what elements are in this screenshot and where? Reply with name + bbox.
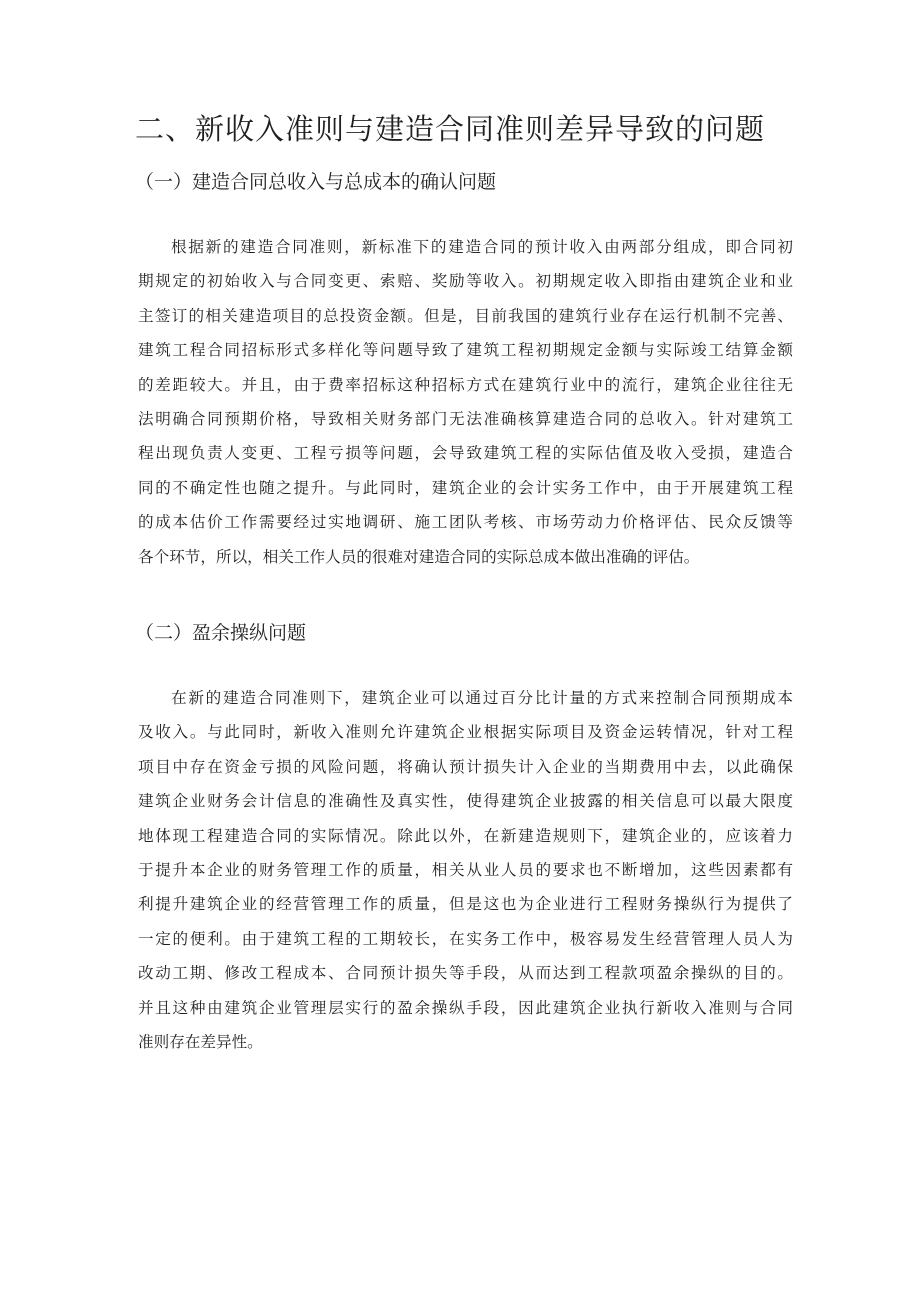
paragraph-line: 利提升建筑企业的经营管理工作的质量，但是这也为企业进行工程财务操纵行为提供了 <box>138 895 793 914</box>
paragraph-line: 程出现负责人变更、工程亏损等问题，会导致建筑工程的实际估值及收入受损，建造合 <box>138 444 793 463</box>
paragraph-line: 的差距较大。并且，由于费率招标这种招标方式在建筑行业中的流行，建筑企业往往无 <box>138 375 793 394</box>
section-title: 二、新收入准则与建造合同准则差异导致的问题 <box>135 112 766 146</box>
paragraph-line: 改动工期、修改工程成本、合同预计损失等手段，从而达到工程款项盈余操纵的目的。 <box>138 964 793 983</box>
paragraph-line: 并且这种由建筑企业管理层实行的盈余操纵手段，因此建筑企业执行新收入准则与合同 <box>138 998 793 1017</box>
paragraph-line: 地体现工程建造合同的实际情况。除此以外，在新建造规则下，建筑企业的，应该着力 <box>138 826 793 845</box>
paragraph-line: 法明确合同预期价格，导致相关财务部门无法准确核算建造合同的总收入。针对建筑工 <box>138 409 793 428</box>
subsection-heading-1: （一）建造合同总收入与总成本的确认问题 <box>135 171 497 193</box>
paragraph-line: 的成本估价工作需要经过实地调研、施工团队考核、市场劳动力价格评估、民众反馈等 <box>138 513 793 532</box>
paragraph-line: 于提升本企业的财务管理工作的质量，相关从业人员的要求也不断增加，这些因素都有 <box>138 860 793 879</box>
paragraph-line: 建筑工程合同招标形式多样化等问题导致了建筑工程初期规定金额与实际竣工结算金额 <box>138 341 793 360</box>
paragraph-line: 项目中存在资金亏损的风险问题，将确认预计损失计入企业的当期费用中去，以此确保 <box>138 757 793 776</box>
paragraph-line: 同的不确定性也随之提升。与此同时，建筑企业的会计实务工作中，由于开展建筑工程 <box>138 478 793 497</box>
paragraph-2 <box>138 681 793 1059</box>
subsection-heading-2: （二）盈余操纵问题 <box>135 622 307 644</box>
paragraph-line: 各个环节，所以，相关工作人员的很难对建造合同的实际总成本做出准确的评估。 <box>138 547 700 566</box>
paragraph-line: 及收入。与此同时，新收入准则允许建筑企业根据实际项目及资金运转情况，针对工程 <box>138 723 793 742</box>
paragraph-line: 一定的便利。由于建筑工程的工期较长，在实务工作中，极容易发生经营管理人员人为 <box>138 929 793 948</box>
paragraph-line: 期规定的初始收入与合同变更、索赔、奖励等收入。初期规定收入即指由建筑企业和业 <box>138 272 793 291</box>
paragraph-line: 建筑企业财务会计信息的准确性及真实性，使得建筑企业披露的相关信息可以最大限度 <box>138 792 793 811</box>
paragraph-line: 在新的建造合同准则下，建筑企业可以通过百分比计量的方式来控制合同预期成本 <box>171 689 793 707</box>
paragraph-line: 主签订的相关建造项目的总投资金额。但是，目前我国的建筑行业存在运行机制不完善、 <box>138 306 793 325</box>
paragraph-line: 准则存在差异性。 <box>138 1032 263 1051</box>
paragraph-1 <box>138 230 793 574</box>
paragraph-line: 根据新的建造合同准则，新标准下的建造合同的预计收入由两部分组成，即合同初 <box>171 238 793 256</box>
